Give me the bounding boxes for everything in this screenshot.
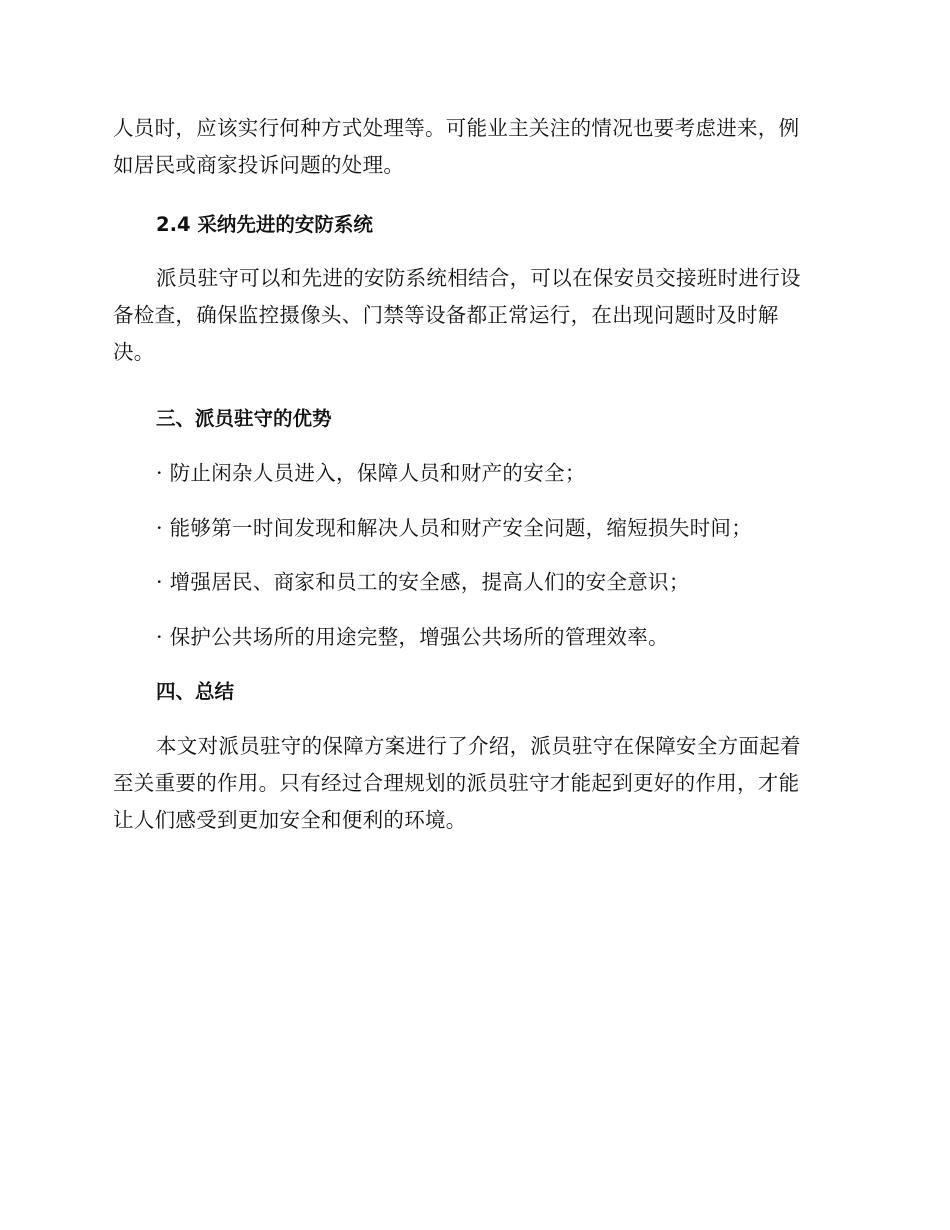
section-heading-3: 三、派员驻守的优势 xyxy=(156,407,332,430)
section-heading-4: 四、总结 xyxy=(156,680,235,703)
paragraph-line: 人员时，应该实行何种方式处理等。可能业主关注的情况也要考虑进来，例 xyxy=(113,116,800,140)
paragraph-line: 本文对派员驻守的保障方案进行了介绍，派员驻守在保障安全方面起着 xyxy=(156,734,801,758)
bullet-item: · 增强居民、商家和员工的安全感，提高人们的安全意识； xyxy=(156,570,690,594)
section-heading-2-4: 2.4 采纳先进的安防系统 xyxy=(156,213,373,236)
section-4-paragraph xyxy=(113,728,833,839)
bullet-item: · 能够第一时间发现和解决人员和财产安全问题，缩短损失时间； xyxy=(156,516,753,540)
paragraph-line: 如居民或商家投诉问题的处理。 xyxy=(113,153,405,177)
bullet-item: · 保护公共场所的用途完整，增强公共场所的管理效率。 xyxy=(156,625,669,649)
paragraph-line: 至关重要的作用。只有经过合理规划的派员驻守才能起到更好的作用，才能 xyxy=(113,771,800,795)
section-2-4-paragraph xyxy=(113,260,833,371)
bullet-item: · 防止闲杂人员进入，保障人员和财产的安全； xyxy=(156,461,586,485)
paragraph-line: 备检查，确保监控摄像头、门禁等设备都正常运行，在出现问题时及时解 xyxy=(113,303,779,327)
paragraph-line: 决。 xyxy=(113,340,155,364)
continuation-paragraph xyxy=(113,110,833,184)
paragraph-line: 让人们感受到更加安全和便利的环境。 xyxy=(113,808,467,832)
paragraph-line: 派员驻守可以和先进的安防系统相结合，可以在保安员交接班时进行设 xyxy=(156,266,801,290)
